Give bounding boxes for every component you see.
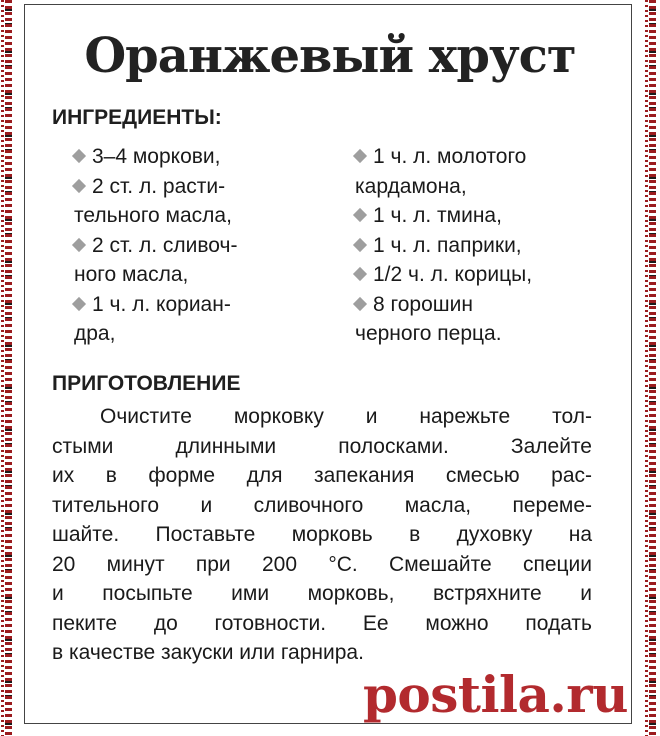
diamond-bullet-icon xyxy=(72,237,86,251)
diamond-bullet-icon xyxy=(353,149,367,163)
ingredient-item xyxy=(355,231,605,261)
ingredient-text-continued: ного масла, xyxy=(74,263,189,286)
diamond-bullet-icon xyxy=(353,237,367,251)
ingredient-item xyxy=(355,142,605,201)
diamond-bullet-icon xyxy=(353,267,367,281)
preparation-line: и посыпьте ими морковь, встряхните и xyxy=(52,582,592,605)
ingredient-item xyxy=(355,260,605,290)
preparation-line: Очистите морковку и нарежьте тол- xyxy=(100,405,592,428)
preparation-line: пеките до готовности. Ее можно подать xyxy=(52,611,592,635)
ingredient-text-continued: дра, xyxy=(74,322,116,345)
ingredient-text: 2 ст. л. расти- xyxy=(92,174,226,198)
watermark: postila.ru xyxy=(362,665,628,724)
ingredient-text: 1 ч. л. тмина, xyxy=(373,204,502,227)
diamond-bullet-icon xyxy=(353,296,367,310)
ingredients-heading: ИНГРЕДИЕНТЫ: xyxy=(52,106,222,129)
ingredient-text-continued: тельного масла, xyxy=(74,204,232,227)
ingredient-item xyxy=(74,172,344,231)
ingredient-text: 1 ч. л. кориан- xyxy=(92,292,231,316)
ingredient-text: 2 ст. л. сливоч- xyxy=(92,233,238,257)
preparation-text xyxy=(52,402,592,668)
ingredient-text-continued: кардамона, xyxy=(355,174,467,198)
ingredient-item xyxy=(74,290,344,349)
diamond-bullet-icon xyxy=(72,296,86,310)
diamond-bullet-icon xyxy=(72,178,86,192)
ingredients-left-column xyxy=(74,142,344,349)
preparation-line: стыми длинными полосками. Залейте xyxy=(52,434,592,458)
preparation-heading: ПРИГОТОВЛЕНИЕ xyxy=(52,372,241,395)
ingredient-item xyxy=(74,142,344,172)
preparation-line: их в форме для запекания смесью рас- xyxy=(52,464,592,487)
preparation-line: 20 минут при 200 °С. Смешайте специи xyxy=(52,552,592,576)
ornament-border-left xyxy=(0,0,16,736)
ingredient-item xyxy=(74,231,344,290)
diamond-bullet-icon xyxy=(353,208,367,222)
ingredient-text: 8 горошин xyxy=(373,292,473,316)
preparation-line: в качестве закуски или гарнира. xyxy=(52,641,364,664)
preparation-line: тительного и сливочного масла, переме- xyxy=(52,493,592,517)
ingredient-text: 1 ч. л. молотого xyxy=(373,145,527,168)
ingredient-text-continued: черного перца. xyxy=(355,322,502,345)
preparation-line: шайте. Поставьте морковь в духовку на xyxy=(52,523,592,546)
ingredient-text: 3–4 моркови, xyxy=(92,145,221,168)
ingredient-item xyxy=(355,201,605,231)
ingredient-text: 1 ч. л. паприки, xyxy=(373,233,522,257)
diamond-bullet-icon xyxy=(72,149,86,163)
recipe-title: Оранжевый хруст xyxy=(84,28,576,84)
ingredients-right-column xyxy=(355,142,605,349)
ingredient-text: 1/2 ч. л. корицы, xyxy=(373,263,533,286)
ornament-border-right xyxy=(644,0,660,736)
ingredient-item xyxy=(355,290,605,349)
